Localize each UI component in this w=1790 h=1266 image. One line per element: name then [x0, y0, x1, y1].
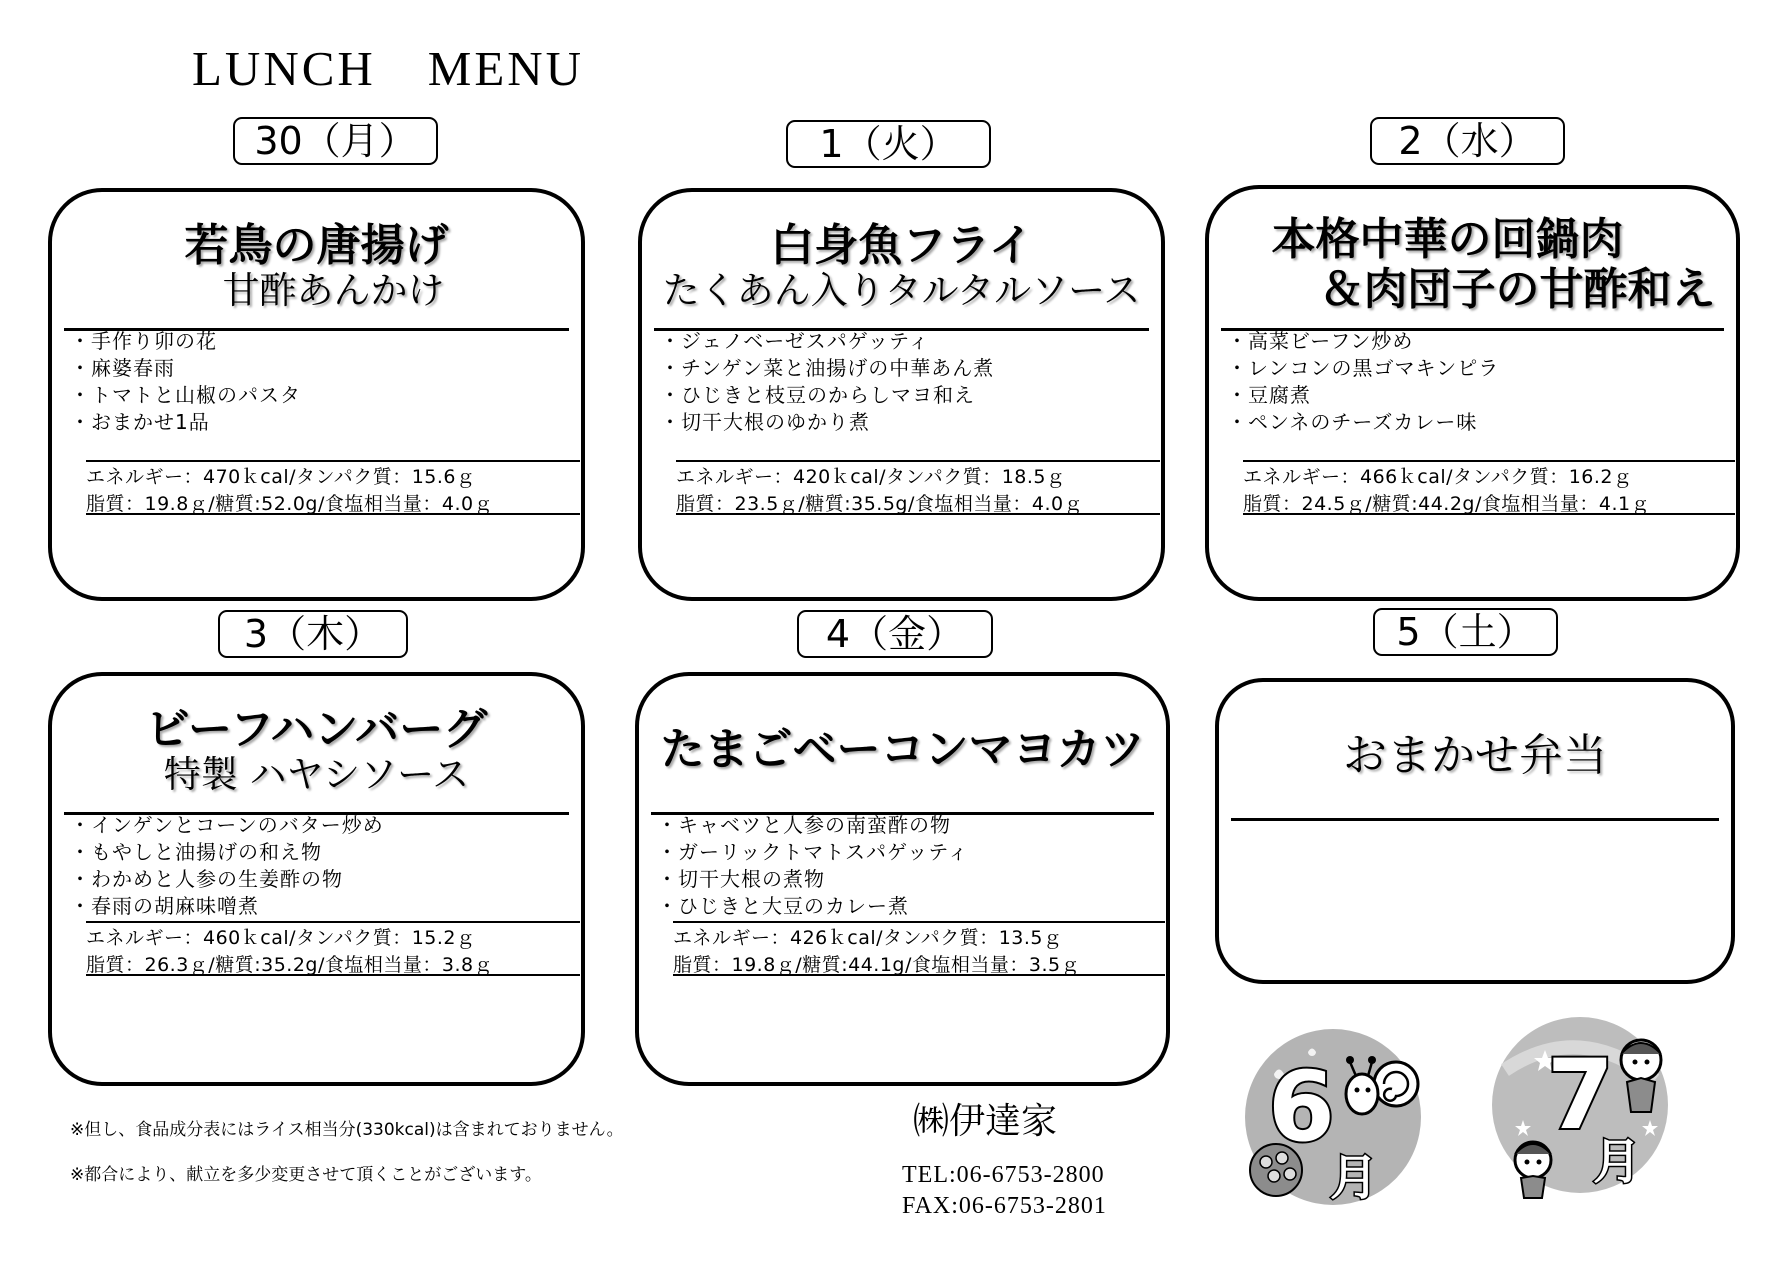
nutrition-macros: 脂質：19.8ｇ/糖質:44.1g/食塩相当量：3.5ｇ: [673, 954, 1081, 976]
side-dish: ・豆腐煮: [1227, 383, 1311, 407]
side-dish: ・ペンネのチーズカレー味: [1227, 410, 1478, 434]
side-dish-list: [70, 812, 384, 920]
side-dish: ・インゲンとコーンのバター炒め: [70, 813, 384, 837]
menu-change-note: ※都合により、献立を多少変更させて頂くことがございます。: [70, 1165, 542, 1185]
nutrition-rule: [86, 460, 580, 462]
dish-name: たまごベーコンマヨカツ: [660, 724, 1145, 776]
nutrition-rule: [86, 513, 580, 515]
nutrition-rule: [86, 921, 580, 923]
dish-name: おまかせ弁当: [1343, 730, 1607, 782]
side-dish: ・ジェノベーゼスパゲッティ: [660, 329, 930, 353]
side-dish: ・チンゲン菜と油揚げの中華あん煮: [660, 356, 995, 380]
dish-name: 白身魚フライ: [770, 219, 1033, 271]
july-number: 7: [1547, 1039, 1614, 1151]
june-badge: [1238, 1022, 1428, 1212]
nutrition-rule: [1243, 460, 1735, 462]
dish-name: 本格中華の回鍋肉: [1271, 214, 1624, 266]
menu-card-mon: [48, 188, 585, 601]
hikoboshi-icon: [1515, 1142, 1551, 1198]
june-unit: 月: [1330, 1150, 1379, 1206]
day-label-fri: 4（金）: [797, 610, 993, 658]
day-label-sat: 5（土）: [1373, 608, 1558, 656]
dish-sauce: たくあん入りタルタルソース: [662, 268, 1141, 312]
nutrition-macros: 脂質：26.3ｇ/糖質:35.2g/食塩相当量：3.8ｇ: [86, 954, 494, 976]
side-dish: ・麻婆春雨: [70, 356, 175, 380]
day-label-wed: 2（水）: [1370, 117, 1565, 165]
menu-card-fri: [635, 672, 1170, 1086]
nutrition-energy: エネルギー：426ｋcal/タンパク質：13.5ｇ: [673, 927, 1063, 949]
dish-name: ビーフハンバーグ: [145, 703, 488, 755]
day-label-thu: 3（木）: [218, 610, 408, 658]
side-dish: ・ガーリックトマトスパゲッティ: [657, 840, 969, 864]
menu-card-thu: [48, 672, 585, 1086]
nutrition-rule: [673, 974, 1165, 976]
menu-card-wed: [1205, 185, 1740, 601]
nutrition-macros: 脂質：24.5ｇ/糖質:44.2g/食塩相当量：4.1ｇ: [1243, 493, 1651, 515]
nutrition-energy: エネルギー：466ｋcal/タンパク質：16.2ｇ: [1243, 466, 1633, 488]
nutrition-rule: [86, 974, 580, 976]
menu-card-sat: [1215, 678, 1735, 984]
dish-name: 若鳥の唐揚げ: [184, 219, 449, 271]
dish-sauce: 特製 ハヤシソース: [163, 752, 470, 796]
dish-header: [64, 204, 569, 331]
day-label-tue: 1（火）: [786, 120, 991, 168]
fax-number: FAX:06-6753-2801: [902, 1193, 1107, 1219]
side-dish: ・レンコンの黒ゴマキンピラ: [1227, 356, 1500, 380]
side-dish: ・切干大根の煮物: [657, 867, 825, 891]
side-dish: ・わかめと人参の生姜酢の物: [70, 867, 343, 891]
side-dish: ・春雨の胡麻味噌煮: [70, 894, 259, 918]
nutrition-macros: 脂質：19.8ｇ/糖質:52.0g/食塩相当量：4.0ｇ: [86, 493, 494, 515]
dish-sauce: ＆肉団子の甘酢和え: [1319, 263, 1716, 315]
side-dish: ・もやしと油揚げの和え物: [70, 840, 322, 864]
nutrition-rule: [1243, 513, 1735, 515]
nutrition-energy: エネルギー：460ｋcal/タンパク質：15.2ｇ: [86, 927, 476, 949]
june-badge-graphic: [1238, 1022, 1428, 1212]
side-dish: ・高菜ビーフン炒め: [1227, 329, 1414, 353]
july-badge: [1485, 1010, 1675, 1200]
side-dish-list: [657, 812, 969, 920]
nutrition-info: [676, 464, 1083, 518]
page-title: LUNCH MENU: [192, 41, 585, 96]
side-dish: ・手作り卯の花: [70, 329, 217, 353]
rice-calorie-note: ※但し、食品成分表にはライス相当分(330kcal)は含まれておりません。: [70, 1120, 624, 1140]
nutrition-rule: [676, 513, 1160, 515]
side-dish-list: [1227, 328, 1499, 436]
side-dish: ・キャベツと人参の南蛮酢の物: [657, 813, 951, 837]
side-dish-list: [70, 328, 301, 436]
nutrition-info: [86, 925, 493, 979]
nutrition-info: [1243, 464, 1650, 518]
side-dish: ・トマトと山椒のパスタ: [70, 383, 301, 407]
nutrition-info: [673, 925, 1080, 979]
nutrition-macros: 脂質：23.5ｇ/糖質:35.5g/食塩相当量：4.0ｇ: [676, 493, 1084, 515]
nutrition-rule: [676, 460, 1160, 462]
june-number: 6: [1268, 1051, 1335, 1163]
dish-header: [1231, 694, 1719, 821]
nutrition-energy: エネルギー：470ｋcal/タンパク質：15.6ｇ: [86, 466, 476, 488]
july-unit: 月: [1593, 1134, 1642, 1190]
dish-sauce: 甘酢あんかけ: [222, 268, 445, 312]
dish-header: [64, 688, 569, 815]
nutrition-rule: [673, 921, 1165, 923]
phone-number: TEL:06-6753-2800: [902, 1162, 1105, 1188]
company-name: ㈱伊達家: [913, 1101, 1058, 1142]
dish-header: [654, 204, 1149, 331]
dish-header: [1221, 201, 1724, 331]
dish-header: [651, 688, 1154, 815]
side-dish: ・ひじきと大豆のカレー煮: [657, 894, 909, 918]
side-dish: ・おまかせ1品: [70, 410, 210, 434]
menu-card-tue: [638, 188, 1165, 601]
day-label-mon: 30（月）: [233, 117, 438, 165]
july-badge-graphic: [1485, 1010, 1675, 1200]
nutrition-info: [86, 464, 493, 518]
side-dish-list: [660, 328, 994, 436]
side-dish: ・切干大根のゆかり煮: [660, 410, 870, 434]
nutrition-energy: エネルギー：420ｋcal/タンパク質：18.5ｇ: [676, 466, 1066, 488]
side-dish: ・ひじきと枝豆のからしマヨ和え: [660, 383, 975, 407]
